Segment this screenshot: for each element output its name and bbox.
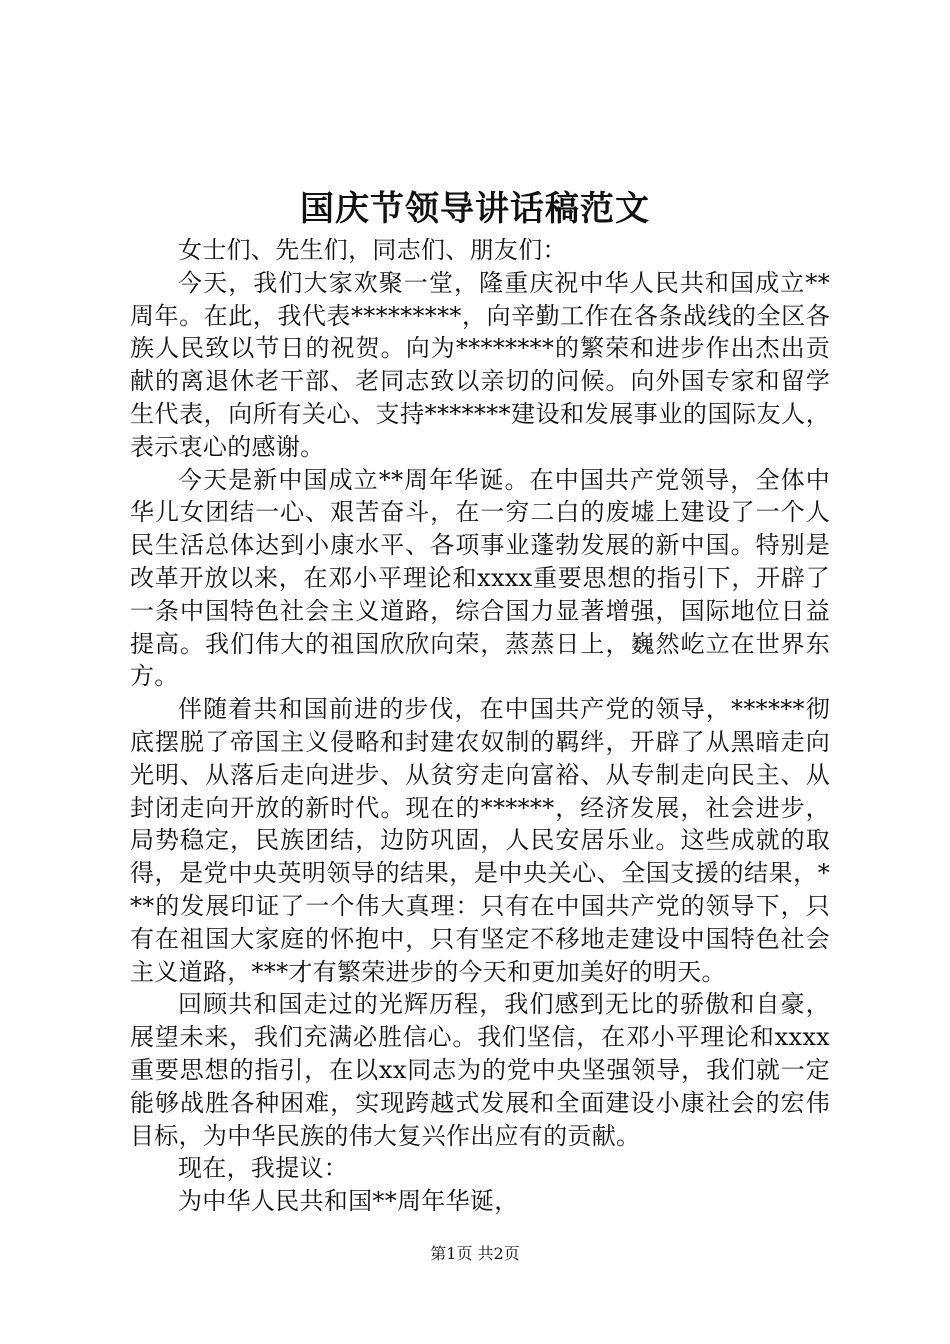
paragraph-4: 回顾共和国走过的光辉历程，我们感到无比的骄傲和自豪，展望未来，我们充满必胜信心。我们坚信，在邓小平理论和xxxx重要思想的指引，在以xx同志为的党中央坚强领导，我们就一定能够战胜各种困难，实现跨越式发展和全面建设小康社会的宏伟目标，为中华民族的伟大复兴作出应有的贡献。 [130,990,830,1150]
paragraph-3: 伴随着共和国前进的步伐，在中国共产党的领导，******彻底摆脱了帝国主义侵略和封建农奴制的羁绊，开辟了从黑暗走向光明、从落后走向进步、从贫穷走向富裕、从专制走向民主、从封闭走向开放的新时代。现在的******，经济发展，社会进步，局势稳定，民族团结，边防巩固，人民安居乐业。这些成就的取得，是党中央英明领导的结果，是中央关心、全国支援的结果，***的发展印证了一个伟大真理：只有在中国共产党的领导下，只有在祖国大家庭的怀抱中，只有坚定不移地走建设中国特色社会主义道路，***才有繁荣进步的今天和更加美好的明天。 [130,695,830,986]
paragraph-salutation: 女士们、先生们，同志们、朋友们： [178,236,567,264]
paragraph-2: 今天是新中国成立**周年华诞。在中国共产党领导，全体中华儿女团结一心、艰苦奋斗，在一穷二白的废墟上建设了一个人民生活总体达到小康水平、各项事业蓬勃发展的新中国。特别是改革开放以来，在邓小平理论和xxxx重要思想的指引下，开辟了一条中国特色社会主义道路，综合国力显著增强，国际地位日益提高。我们伟大的祖国欣欣向荣，蒸蒸日上，巍然屹立在世界东方。 [130,465,830,691]
paragraph-5: 现在，我提议： [178,1154,349,1183]
paragraph-6: 为中华人民共和国**周年华诞， [178,1187,519,1216]
document-body [130,234,830,1218]
page-number-footer: 第1页 共2页 [430,1244,520,1263]
document-title: 国庆节领导讲话稿范文 [300,189,650,229]
paragraph-1: 今天，我们大家欢聚一堂，隆重庆祝中华人民共和国成立**周年。在此，我代表*********，向辛勤工作在各条战线的全区各族人民致以节日的祝贺。向为********的繁荣和进步作出杰出贡献的离退休老干部、老同志致以亲切的问候。向外国专家和留学生代表，向所有关心、支持*******建设和发展事业的国际友人，表示衷心的感谢。 [130,268,830,461]
